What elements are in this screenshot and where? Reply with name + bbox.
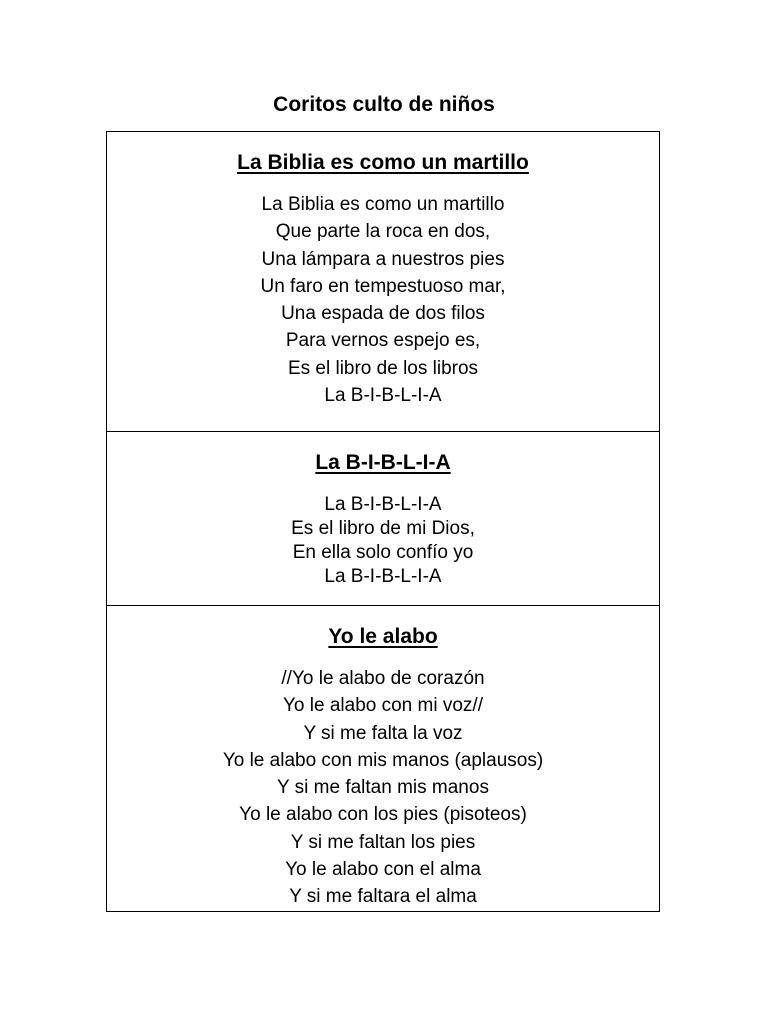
song-lyrics bbox=[107, 191, 659, 409]
song-title: Yo le alabo bbox=[328, 625, 438, 648]
lyric-line: Yo le alabo con los pies (pisoteos) bbox=[239, 804, 527, 826]
lyric-line: Que parte la roca en dos, bbox=[275, 221, 491, 243]
lyric-line: Una lámpara a nuestros pies bbox=[261, 248, 505, 270]
lyric-line: Yo le alabo con mi voz// bbox=[283, 695, 483, 717]
songs-table bbox=[106, 131, 660, 912]
lyric-line: Para vernos espejo es, bbox=[285, 330, 481, 352]
lyric-line: Es el libro de mi Dios, bbox=[291, 518, 475, 539]
lyric-line: Y si me faltan mis manos bbox=[277, 777, 489, 799]
lyric-line: La Biblia es como un martillo bbox=[261, 194, 505, 215]
lyric-line: La B-I-B-L-I-A bbox=[324, 494, 442, 515]
lyric-line: En ella solo confío yo bbox=[292, 542, 474, 563]
song-title: La B-I-B-L-I-A bbox=[315, 451, 451, 474]
lyric-line: Y si me faltan los pies bbox=[290, 831, 476, 853]
song-cell-yo-le-alabo bbox=[107, 605, 659, 911]
song-cell-la-biblia bbox=[107, 431, 659, 605]
song-title: La Biblia es como un martillo bbox=[237, 151, 529, 174]
page-title: Coritos culto de niños bbox=[273, 93, 495, 116]
lyric-line: Y si me falta la voz bbox=[303, 722, 463, 744]
lyric-line: Una espada de dos filos bbox=[281, 303, 485, 325]
song-lyrics bbox=[107, 493, 659, 589]
lyric-line: //Yo le alabo de corazón bbox=[281, 668, 485, 689]
lyric-line: Yo le alabo con el alma bbox=[285, 859, 481, 881]
song-cell-la-biblia-es-como-un-martillo bbox=[107, 132, 659, 431]
song-lyrics bbox=[107, 665, 659, 911]
lyric-line: La B-I-B-L-I-A bbox=[324, 385, 442, 407]
lyric-line: Es el libro de los libros bbox=[287, 357, 479, 379]
lyric-line: Yo le alabo con mis manos (aplausos) bbox=[222, 749, 544, 771]
lyric-line: Y si me faltara el alma bbox=[289, 886, 477, 908]
lyric-line: La B-I-B-L-I-A bbox=[324, 566, 442, 587]
lyric-line: Un faro en tempestuoso mar, bbox=[260, 275, 506, 297]
